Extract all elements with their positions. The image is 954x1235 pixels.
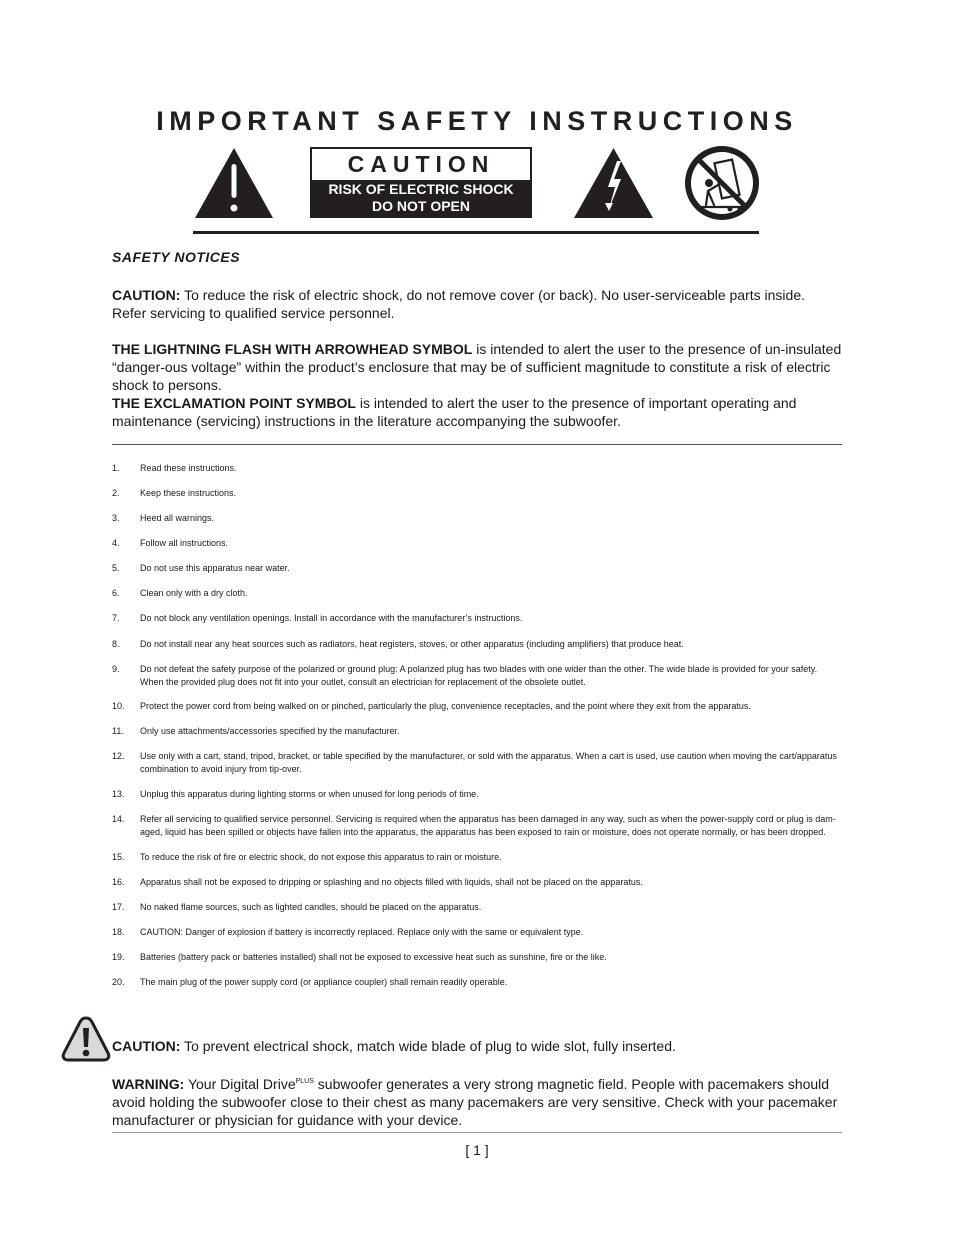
list-item-number: 17. [112, 902, 125, 912]
page-title: IMPORTANT SAFETY INSTRUCTIONS [156, 106, 798, 136]
caution-notice [112, 286, 842, 322]
page-number: [ 1 ] [465, 1142, 489, 1158]
list-item-number: 5. [112, 563, 120, 573]
list-item-text: Use only with a cart, stand, tripod, bracket, or table specified by the manufacturer, or sold with the apparatus. When a cart is used, use caution when moving the cart/apparatus combination to avoid injury from tip-over. [140, 751, 837, 774]
header-divider [193, 231, 759, 234]
safety-notices-heading: SAFETY NOTICES [112, 249, 241, 265]
list-item-number: 13. [112, 789, 125, 799]
caution-notice-label: CAUTION: [112, 287, 181, 303]
list-item-number: 20. [112, 977, 125, 987]
list-item-text: Heed all warnings. [140, 513, 215, 523]
list-item-text: Do not install near any heat sources such as radiators, heat registers, stoves, or other apparatus (including amplifiers) that produce heat. [140, 639, 684, 649]
list-item-text: To reduce the risk of fire or electric shock, do not expose this apparatus to rain or moisture. [140, 852, 502, 862]
cart-tipover-icon [684, 145, 760, 221]
caution-label: CAUTION [347, 151, 495, 177]
list-item-number: 1. [112, 463, 120, 473]
warning-superscript: PLUS [295, 1078, 314, 1085]
list-item-text: Keep these instructions. [140, 488, 237, 498]
warning-text-a: Your Digital Drive [184, 1076, 296, 1092]
plug-caution-text: To prevent electrical shock, match wide blade of plug to wide slot, fully inserted. [180, 1038, 676, 1054]
warning-label: WARNING: [112, 1076, 185, 1092]
list-item-number: 6. [112, 588, 120, 598]
lightning-notice [112, 340, 842, 394]
list-item-number: 8. [112, 639, 120, 649]
list-item-number: 11. [112, 726, 124, 736]
lightning-notice-text: is intended to alert the user to the presence of un-insulated “danger-ous voltage” within the product’s enclosure that may be of sufficient magnitude to constitute a risk of electric shock to persons. [112, 341, 842, 393]
list-item-text: Clean only with a dry cloth. [140, 588, 248, 598]
caution-notice-text: To reduce the risk of electric shock, do not remove cover (or back). No user-serviceable parts inside. Refer servicing to qualified service personnel. [112, 287, 806, 321]
list-item-text: Apparatus shall not be exposed to dripping or splashing and no objects filled with liquids, shall not be placed on the apparatus. [140, 877, 643, 887]
list-item-number: 18. [112, 927, 125, 937]
list-item-number: 2. [112, 488, 120, 498]
caution-shock-warning [312, 180, 530, 216]
list-item-number: 19. [112, 952, 125, 962]
list-item-text: Read these instructions. [140, 463, 237, 473]
exclamation-warning-icon [194, 147, 274, 219]
list-item-text: Refer all servicing to qualified service personnel. Servicing is required when the apparatus has been damaged in any way, such as when the power-supply cord or plug is dam-aged, liquid has been spilled or objects have fallen into the apparatus, the apparatus has been exposed to rain or moisture, does not operate normally, or has been dropped. [140, 814, 836, 837]
caution-line-2: DO NOT OPEN [371, 198, 470, 214]
exclamation-caution-icon [61, 1015, 111, 1063]
warning-text-b: subwoofer generates a very strong magnetic field. People with pacemakers should avoid holding the subwoofer close to their chest as many pacemakers are very sensitive. Check with your pacemaker manufacturer or physician for guidance with your device. [112, 1076, 838, 1128]
plug-caution-note [112, 1037, 842, 1055]
list-item-number: 3. [112, 513, 120, 523]
list-item-number: 4. [112, 538, 120, 548]
lightning-notice-label: THE LIGHTNING FLASH WITH ARROWHEAD SYMBOL [112, 341, 473, 357]
list-item-text: No naked flame sources, such as lighted candles, should be placed on the apparatus. [140, 902, 482, 912]
exclamation-notice [112, 394, 842, 430]
list-item-text: Protect the power cord from being walked on or pinched, particularly the plug, convenience receptacles, and the point where they exit from the apparatus. [140, 701, 751, 711]
list-item-text: Follow all instructions. [140, 538, 229, 548]
magnetic-warning-note [112, 1073, 842, 1129]
list-item-text: Do not use this apparatus near water. [140, 563, 290, 573]
list-item-number: 15. [112, 852, 125, 862]
list-item-text: Batteries (battery pack or batteries installed) shall not be exposed to excessive heat such as sunshine, fire or the like. [140, 952, 607, 962]
list-item-number: 16. [112, 877, 125, 887]
list-item-number: 9. [112, 664, 120, 674]
section-divider [112, 444, 842, 445]
list-item-number: 14. [112, 814, 125, 824]
lightning-warning-icon [573, 147, 654, 219]
list-item-text: Do not block any ventilation openings. Install in accordance with the manufacturer’s instructions. [140, 613, 523, 623]
exclamation-notice-label: THE EXCLAMATION POINT SYMBOL [112, 395, 356, 411]
list-item-text: The main plug of the power supply cord (or appliance coupler) shall remain readily operable. [140, 977, 508, 987]
caution-label-box [310, 147, 532, 218]
footer-divider [112, 1132, 842, 1133]
list-item-text: CAUTION: Danger of explosion if battery is incorrectly replaced. Replace only with the same or equivalent type. [140, 927, 584, 937]
list-item-number: 10. [112, 701, 125, 711]
list-item-text: Only use attachments/accessories specified by the manufacturer. [140, 726, 400, 736]
list-item-text: Unplug this apparatus during lighting storms or when unused for long periods of time. [140, 789, 479, 799]
list-item-number: 7. [112, 613, 120, 623]
caution-line-1: RISK OF ELECTRIC SHOCK [328, 181, 514, 197]
list-item-text: Do not defeat the safety purpose of the polarized or ground plug: A polarized plug has two blades with one wider than the other. The wide blade is provided for your safety. When the provided plug does not fit into your outlet, consult an electrician for replacement of the obsolete outlet. [140, 664, 818, 687]
plug-caution-label: CAUTION: [112, 1038, 181, 1054]
exclamation-notice-text: is intended to alert the user to the presence of important operating and maintenance (servicing) instructions in the literature accompanying the subwoofer. [112, 395, 797, 429]
list-item-number: 12. [112, 751, 125, 761]
